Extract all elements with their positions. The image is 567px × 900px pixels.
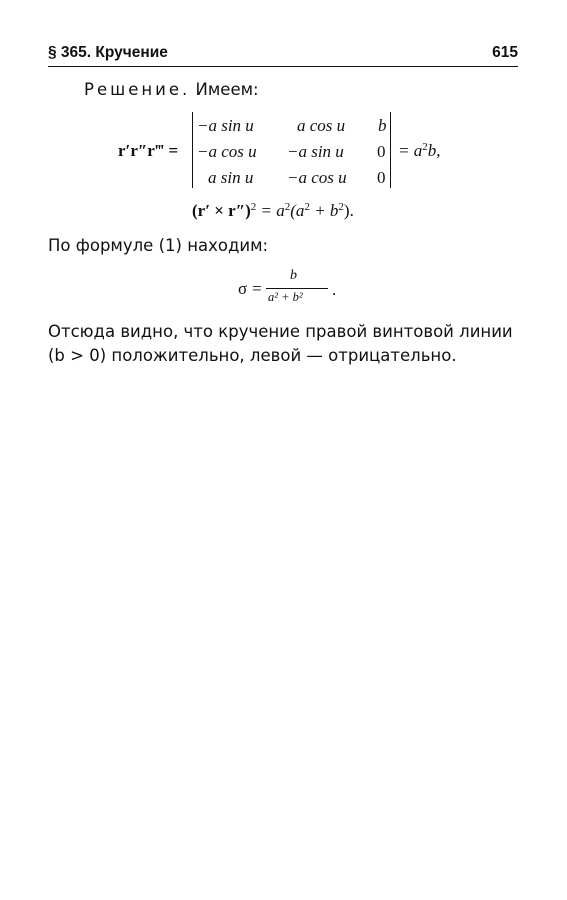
det-cell-1-1: −a sin u (197, 116, 254, 135)
det-cell-3-3: 0 (377, 168, 386, 187)
conclusion-line-1: Отсюда видно, что кручение правой винтовой линии (48, 322, 513, 341)
formula-intro: По формуле (1) находим: (48, 236, 269, 255)
fraction-bar (266, 288, 328, 289)
sigma-symbol: σ (238, 279, 248, 298)
solution-line (84, 80, 259, 99)
det-cell-2-1: −a cos u (197, 142, 257, 161)
determinant-matrix (192, 112, 391, 188)
det-cell-2-2: −a sin u (287, 142, 344, 161)
det-cell-1-3: b (378, 116, 387, 135)
sigma-numerator: b (290, 268, 297, 283)
sigma-end: . (332, 280, 337, 299)
det-cell-2-3: 0 (377, 142, 386, 161)
solution-label: Решение. (84, 80, 191, 99)
page-header (48, 44, 518, 67)
page-number: 615 (492, 44, 518, 61)
sigma-equals: = (252, 279, 262, 298)
det-cell-3-2: −a cos u (287, 168, 347, 187)
section-title: § 365. Кручение (48, 44, 168, 61)
det-cell-1-2: a cos u (297, 116, 346, 135)
det-cell-3-1: a sin u (208, 168, 254, 187)
determinant-rhs: = $a^2b$, (398, 141, 441, 160)
conclusion-line-2: (b > 0) положительно, левой — отрицательно. (48, 346, 457, 365)
determinant-lhs: r′r″r‴ = (118, 141, 179, 160)
solution-text: Имеем: (195, 80, 259, 99)
cross-product-equation: $(r' \times r'')^2 = a^2(a^2 + b^2)$. (192, 201, 354, 220)
sigma-denominator: a² + b² (268, 290, 303, 304)
